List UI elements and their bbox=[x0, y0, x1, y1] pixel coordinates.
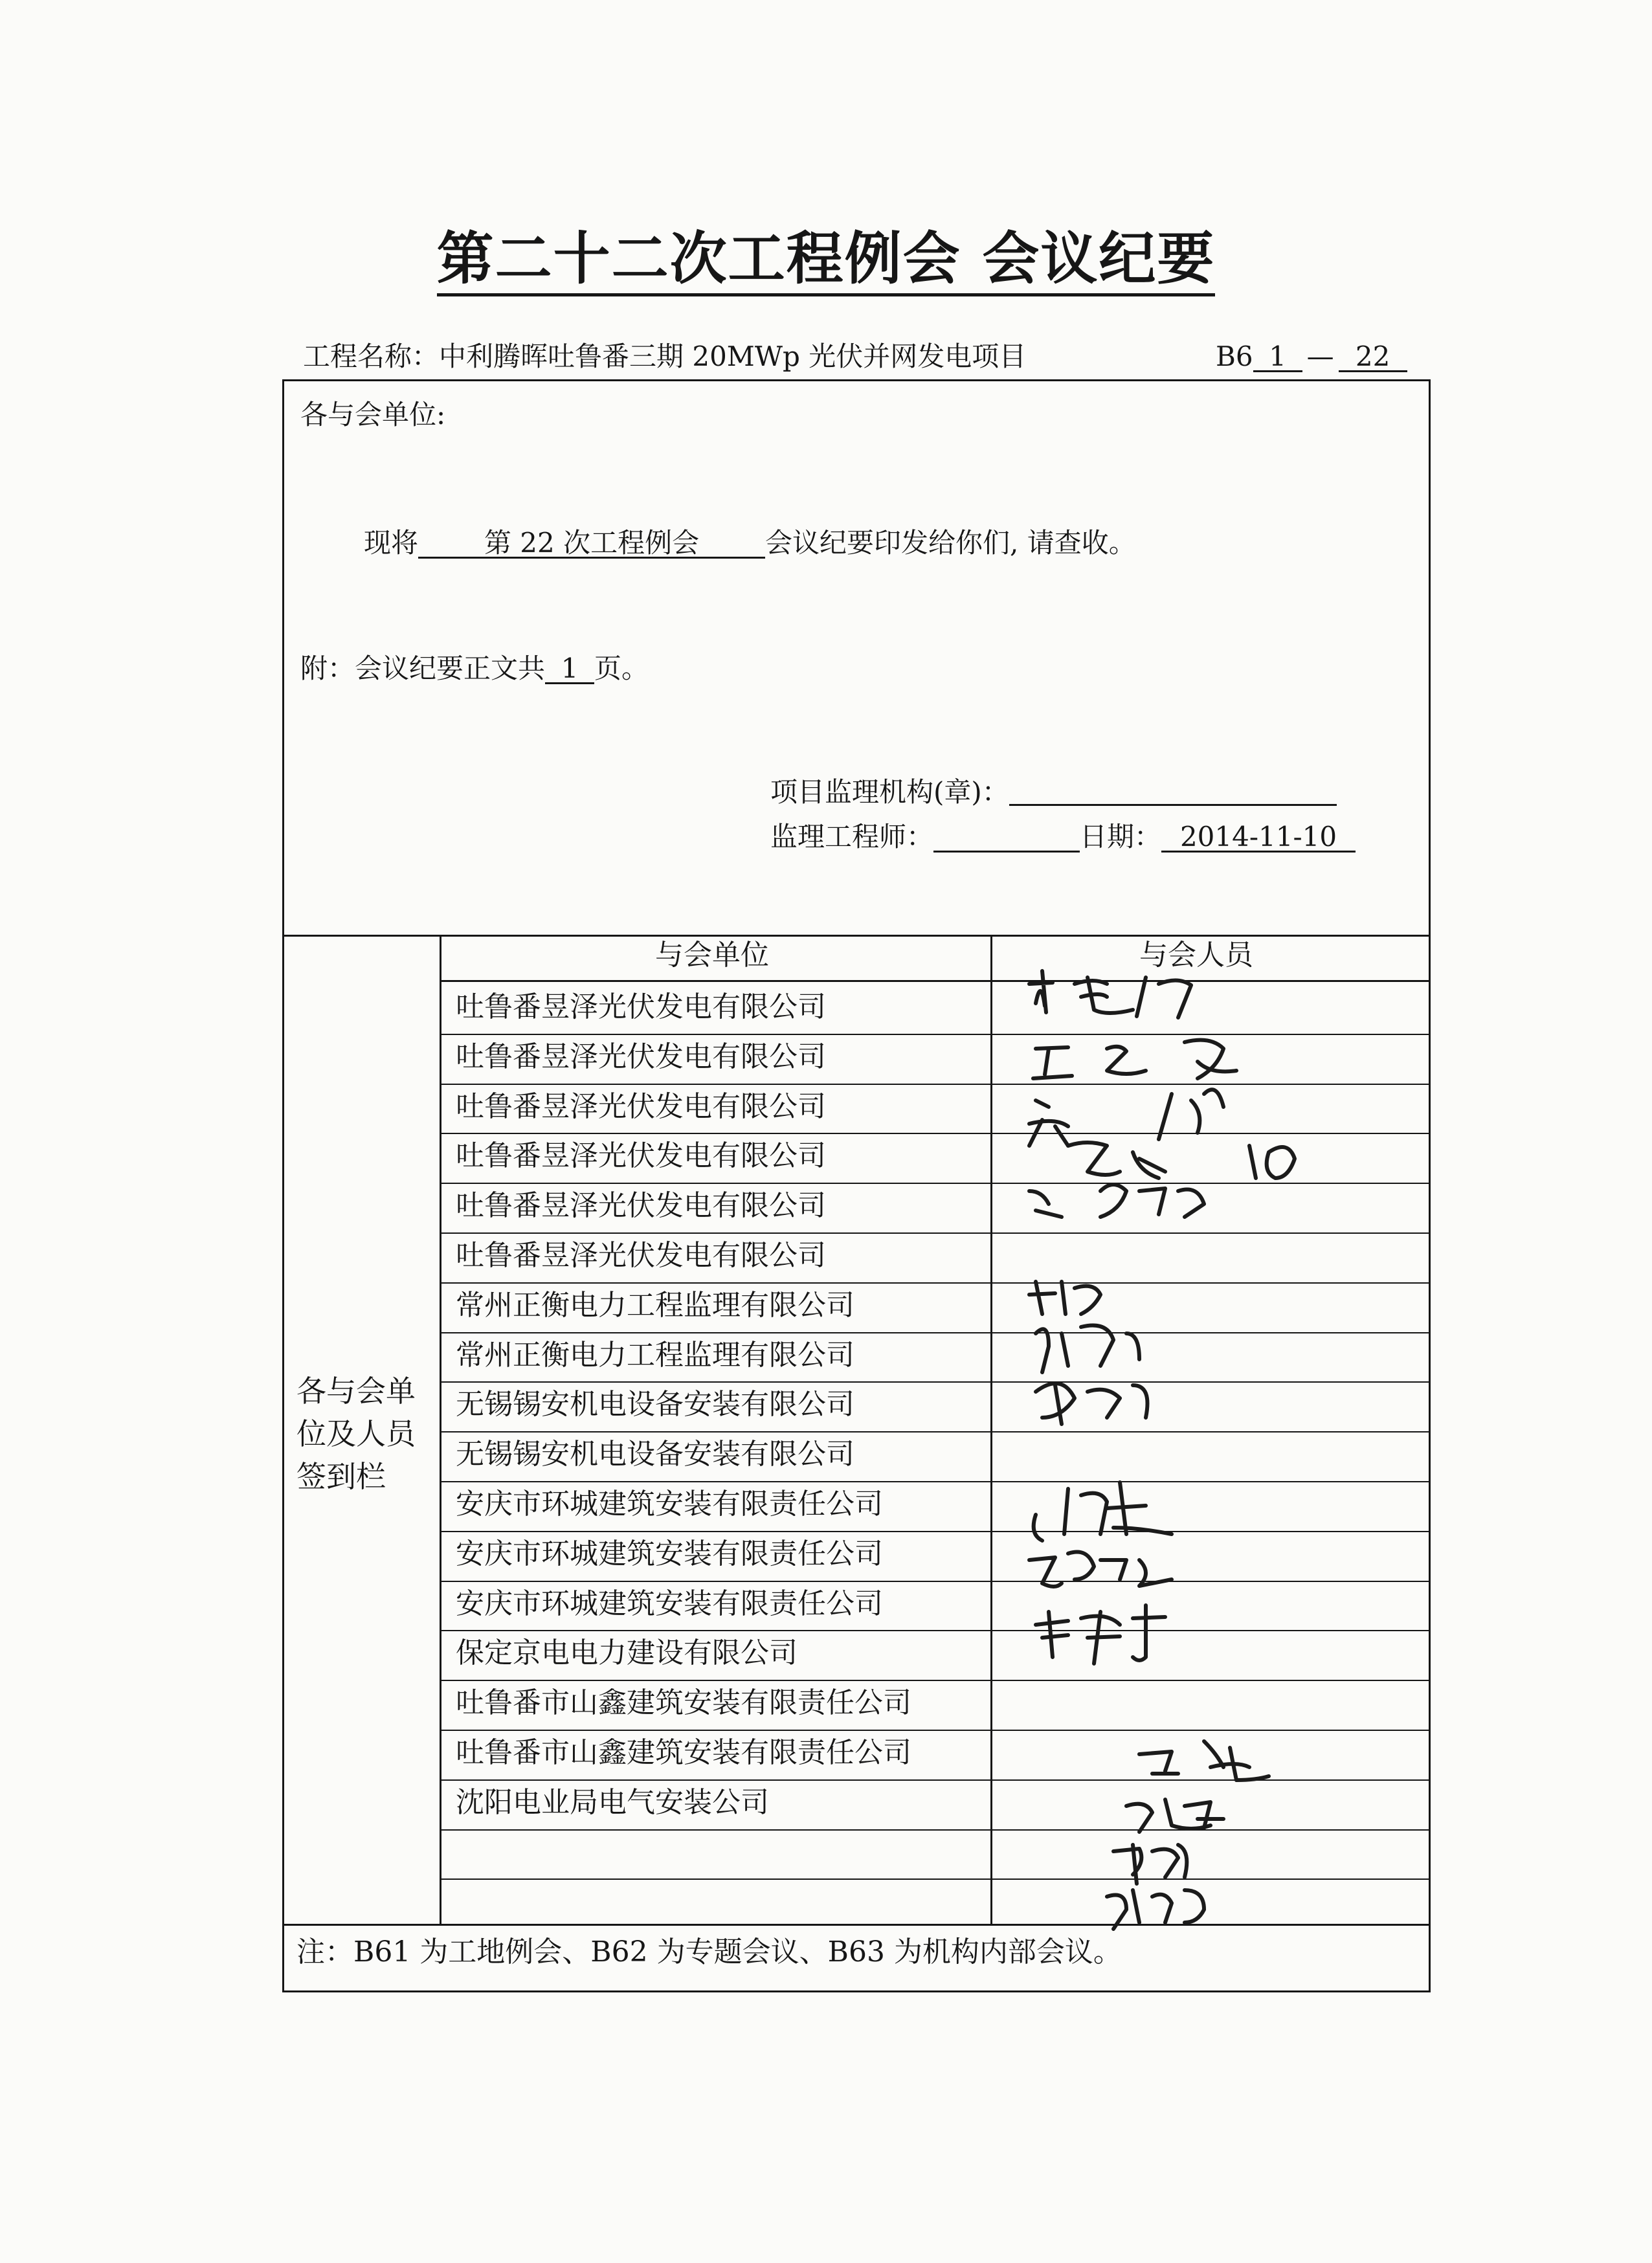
signature-4 bbox=[1068, 1143, 1295, 1178]
document-code bbox=[1216, 340, 1407, 372]
signature-8 bbox=[1036, 1383, 1148, 1424]
signature-9 bbox=[1034, 1482, 1172, 1541]
column-header-unit: 与会单位 bbox=[655, 939, 769, 972]
form-left-border bbox=[282, 379, 284, 1992]
signin-row-unit: 安庆市环城建筑安装有限责任公司 bbox=[456, 1587, 883, 1620]
form-top-border bbox=[282, 379, 1431, 381]
signature-11 bbox=[1036, 1605, 1165, 1664]
code-prefix: B6 bbox=[1216, 340, 1253, 372]
handwritten-signatures bbox=[1010, 964, 1424, 1948]
notice-prefix: 现将 bbox=[364, 527, 419, 559]
notice-line bbox=[364, 527, 1136, 559]
signin-row-unit: 无锡锡安机电设备安装有限公司 bbox=[456, 1438, 854, 1471]
signature-15 bbox=[1107, 1890, 1204, 1929]
date-value: 2014-11-10 bbox=[1161, 823, 1356, 853]
attachment-prefix: 附：会议纪要正文共 bbox=[300, 652, 546, 684]
supervision-org-line bbox=[770, 778, 1337, 806]
attachment-line bbox=[300, 652, 649, 684]
signin-row-unit: 吐鲁番昱泽光伏发电有限公司 bbox=[456, 1089, 826, 1123]
signin-row-unit: 吐鲁番昱泽光伏发电有限公司 bbox=[456, 990, 826, 1023]
signature-10 bbox=[1029, 1552, 1172, 1587]
signin-row-unit: 吐鲁番昱泽光伏发电有限公司 bbox=[456, 1040, 826, 1073]
recipients-label: 各与会单位: bbox=[300, 399, 446, 430]
project-label: 工程名称： bbox=[303, 340, 440, 372]
engineer-blank bbox=[933, 825, 1080, 853]
signin-row-unit: 吐鲁番昱泽光伏发电有限公司 bbox=[456, 1139, 826, 1173]
supervision-org-blank bbox=[1009, 778, 1337, 806]
signature-2 bbox=[1033, 1040, 1236, 1078]
document-title bbox=[0, 214, 1652, 295]
signature-12 bbox=[1139, 1741, 1269, 1780]
signin-row-unit: 安庆市环城建筑安装有限责任公司 bbox=[456, 1537, 883, 1570]
code-dash: — bbox=[1306, 340, 1334, 372]
code-number-1: 1 bbox=[1253, 343, 1302, 372]
signin-side-label: 各与会单位及人员签到栏 bbox=[296, 1374, 416, 1494]
signin-row-unit: 保定京电电力建设有限公司 bbox=[456, 1636, 798, 1670]
signature-7 bbox=[1036, 1326, 1139, 1373]
signature-14 bbox=[1113, 1845, 1187, 1884]
code-number-2: 22 bbox=[1339, 343, 1407, 372]
engineer-line bbox=[770, 823, 1356, 853]
title-main: 第二十二次工程例会 bbox=[436, 225, 961, 292]
engineer-label: 监理工程师： bbox=[770, 821, 934, 853]
supervision-org-label: 项目监理机构(章)： bbox=[770, 776, 1009, 808]
form-bottom-border bbox=[282, 1990, 1431, 1992]
attachment-page-count: 1 bbox=[545, 655, 594, 684]
title-tail: 会议纪要 bbox=[982, 225, 1215, 296]
signin-row-unit: 吐鲁番昱泽光伏发电有限公司 bbox=[456, 1239, 826, 1272]
signature-13 bbox=[1126, 1800, 1223, 1832]
notice-meeting: 第 22 次工程例会 bbox=[418, 530, 765, 559]
signin-row-unit: 常州正衡电力工程监理有限公司 bbox=[456, 1338, 854, 1372]
project-line bbox=[303, 340, 1027, 372]
signin-row-unit: 吐鲁番市山鑫建筑安装有限责任公司 bbox=[456, 1686, 911, 1720]
column-header-person: 与会人员 bbox=[1139, 939, 1253, 972]
signin-section-top bbox=[282, 935, 1431, 937]
project-name: 中利腾晖吐鲁番三期 20MWp 光伏并网发电项目 bbox=[439, 340, 1027, 372]
signin-row-unit: 吐鲁番市山鑫建筑安装有限责任公司 bbox=[456, 1736, 911, 1769]
signature-3 bbox=[1029, 1089, 1223, 1146]
attachment-suffix: 页。 bbox=[594, 652, 649, 684]
date-label: 日期： bbox=[1080, 821, 1162, 853]
signature-1 bbox=[1029, 971, 1191, 1018]
footer-note: 注：B61 为工地例会、B62 为专题会议、B63 为机构内部会议。 bbox=[296, 1935, 1122, 1968]
signin-row-unit: 安庆市环城建筑安装有限责任公司 bbox=[456, 1488, 883, 1521]
signature-5 bbox=[1029, 1185, 1204, 1217]
signin-row-unit: 沈阳电业局电气安装公司 bbox=[456, 1785, 769, 1819]
signature-6 bbox=[1029, 1282, 1100, 1314]
form-right-border bbox=[1429, 379, 1431, 1992]
signin-row-unit: 无锡锡安机电设备安装有限公司 bbox=[456, 1388, 854, 1421]
notice-suffix: 会议纪要印发给你们, 请查收。 bbox=[765, 527, 1136, 559]
signin-row-unit: 吐鲁番昱泽光伏发电有限公司 bbox=[456, 1189, 826, 1223]
signin-row-unit: 常州正衡电力工程监理有限公司 bbox=[456, 1288, 854, 1322]
